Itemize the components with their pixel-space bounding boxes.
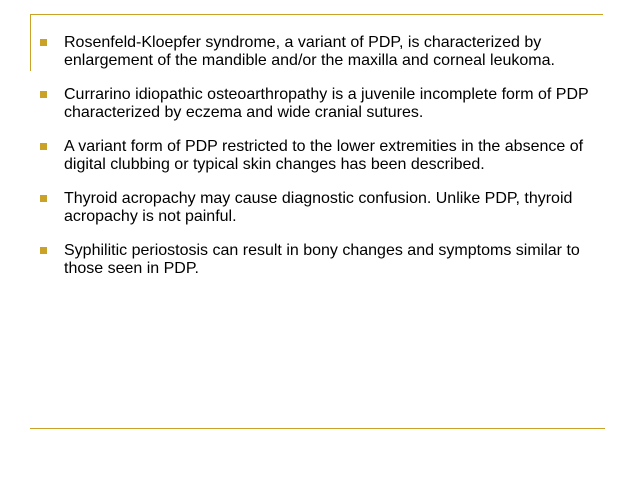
bullet-text: Currarino idiopathic osteoarthropathy is a juvenile incomplete form of PDP characterized by eczema and wide cranial sutures. (64, 86, 589, 121)
bullet-text: Thyroid acropachy may cause diagnostic confusion. Unlike PDP, thyroid acropachy is not painful. (64, 190, 573, 225)
bullet-text: A variant form of PDP restricted to the lower extremities in the absence of digital clubbing or typical skin changes has been described. (64, 138, 584, 173)
square-bullet-icon (40, 195, 47, 202)
bullet-item-5 (34, 242, 614, 277)
bullet-item-4 (34, 190, 614, 225)
square-bullet-icon (40, 91, 47, 98)
bullet-text: Syphilitic periostosis can result in bony changes and symptoms similar to those seen in PDP. (64, 242, 580, 277)
square-bullet-icon (40, 247, 47, 254)
left-decorative-rule (30, 14, 31, 71)
bullet-item-3 (34, 138, 614, 173)
bullet-text: Rosenfeld-Kloepfer syndrome, a variant of PDP, is characterized by enlargement of the mandible and/or the maxilla and corneal leukoma. (64, 34, 555, 69)
bottom-decorative-rule (30, 428, 605, 429)
square-bullet-icon (40, 39, 47, 46)
bullet-item-2 (34, 86, 614, 121)
bullet-item-1 (34, 34, 614, 69)
bullet-list (34, 34, 614, 294)
top-decorative-rule (30, 14, 603, 15)
square-bullet-icon (40, 143, 47, 150)
